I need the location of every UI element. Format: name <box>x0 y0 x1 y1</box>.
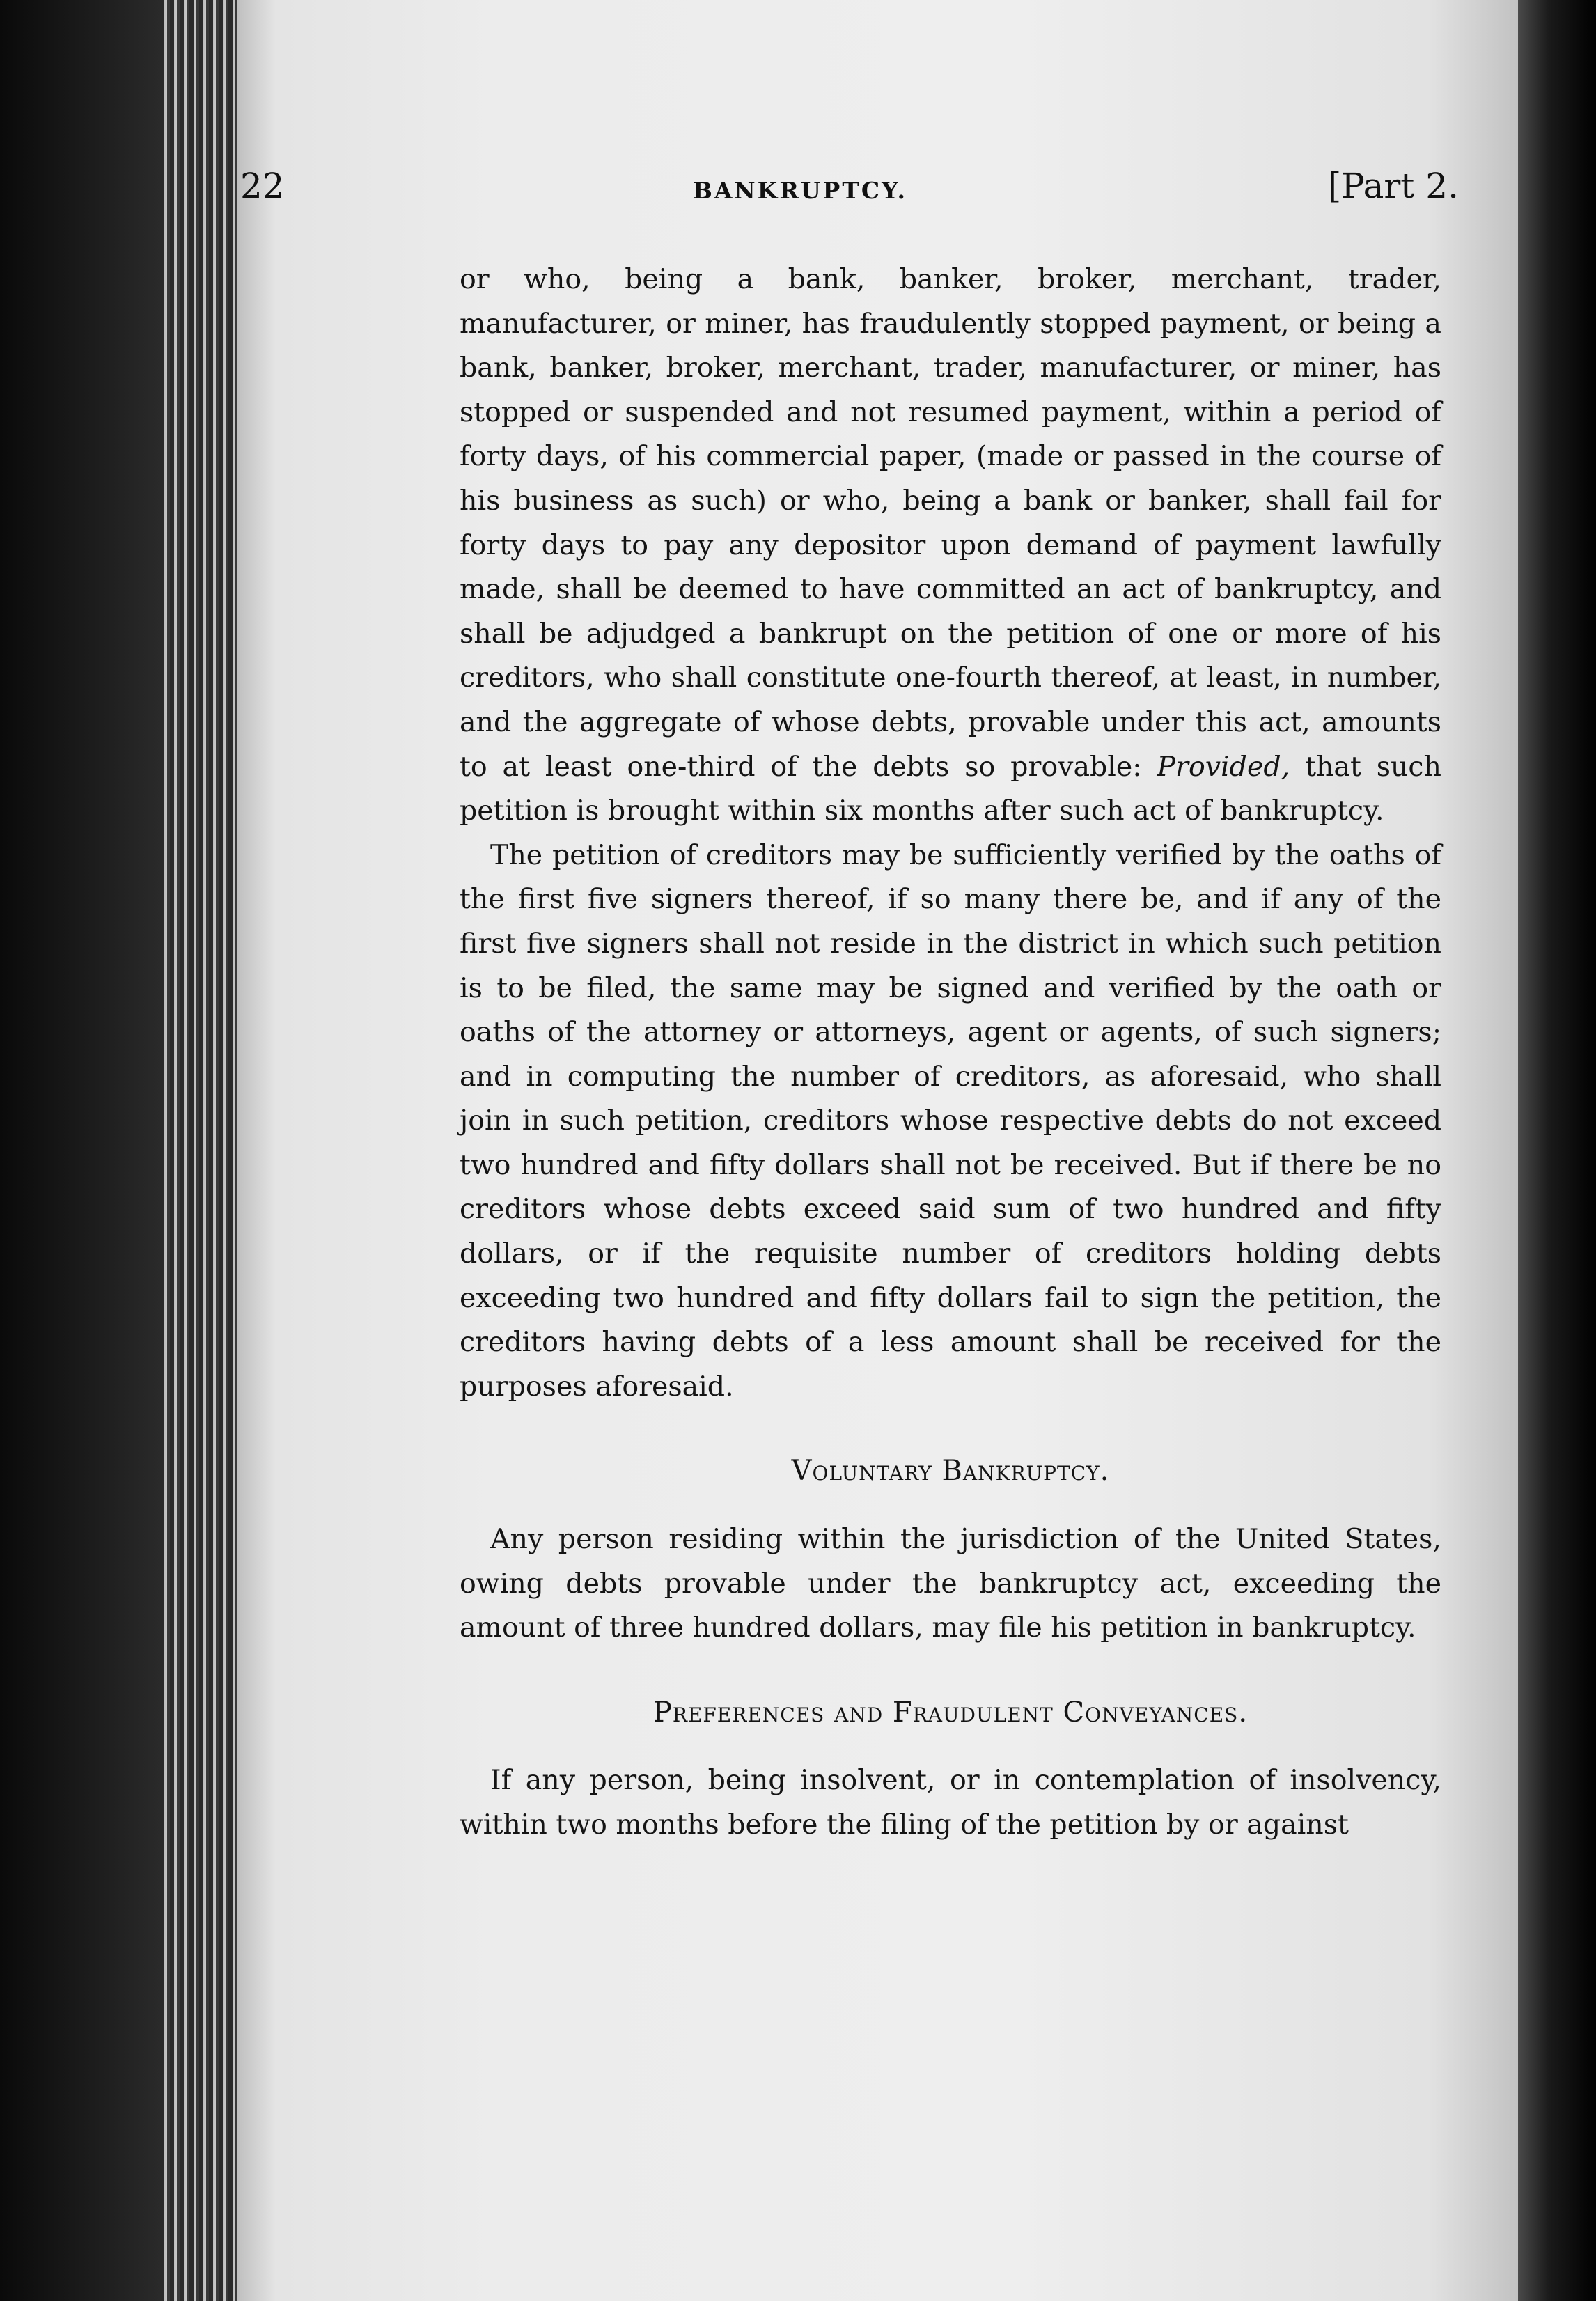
page-stack-edge <box>160 0 244 2301</box>
paragraph-acts-of-bankruptcy <box>460 258 1441 834</box>
page-header <box>240 166 1459 221</box>
running-title: BANKRUPTCY. <box>693 177 907 204</box>
paragraph-text-end: that such petition is brought within six months after such act of bankruptcy. <box>460 750 1441 827</box>
page-number: 22 <box>240 166 285 206</box>
right-page-edge <box>1518 0 1596 2301</box>
section-heading-preferences: Preferences and Fraudulent Conveyances. <box>652 1696 1249 1729</box>
part-label: [Part 2. <box>1327 166 1459 206</box>
paragraph-voluntary-bankruptcy: Any person residing within the jurisdiction of the United States, owing debts provable under the bankruptcy act, exceeding the amount of three hundred dollars, may file his petition in bankruptcy. <box>460 1523 1441 1644</box>
body-text <box>460 258 1441 1848</box>
section-heading-voluntary-bankruptcy: Voluntary Bankruptcy. <box>791 1455 1110 1488</box>
paragraph-preferences: If any person, being insolvent, or in contemplation of insolvency, within two months before the filing of the petition by or against <box>460 1764 1441 1841</box>
paragraph-petition-of-creditors: The petition of creditors may be sufficiently verified by the oaths of the first five signers thereof, if so many there be, and if any of the first five signers shall not reside in the district in which such petition is to be filed, the same may be signed and verified by the oath or oaths of the attorney or attorneys, agent or agents, of such signers; and in computing the number of creditors, as aforesaid, who shall join in such petition, creditors whose respective debts do not exceed two hundred and fifty dollars shall not be received. But if there be no creditors whose debts exceed said sum of two hundred and fifty dollars, or if the requisite number of creditors holding debts exceeding two hundred and fifty dollars fail to sign the petition, the creditors having debts of a less amount shall be received for the purposes aforesaid. <box>460 838 1441 1403</box>
provided-italic: Provided, <box>1157 750 1290 783</box>
paragraph-text: or who, being a bank, banker, broker, merchant, trader, manufacturer, or miner, has fraudulently stopped payment, or being a bank, banker, broker, merchant, trader, manufacturer, or miner, has stopped or suspended and not resumed payment, within a period of forty days, of his commercial paper, (made or passed in the course of his business as such) or who, being a bank or banker, shall fail for forty days to pay any depositor upon demand of payment lawfully made, shall be deemed to have committed an act of bankruptcy, and shall be adjudged a bankrupt on the petition of one or more of his creditors, who shall constitute one-fourth thereof, at least, in number, and the aggregate of whose debts, provable under this act, amounts to at least one-third of the debts so provable: <box>460 263 1441 783</box>
